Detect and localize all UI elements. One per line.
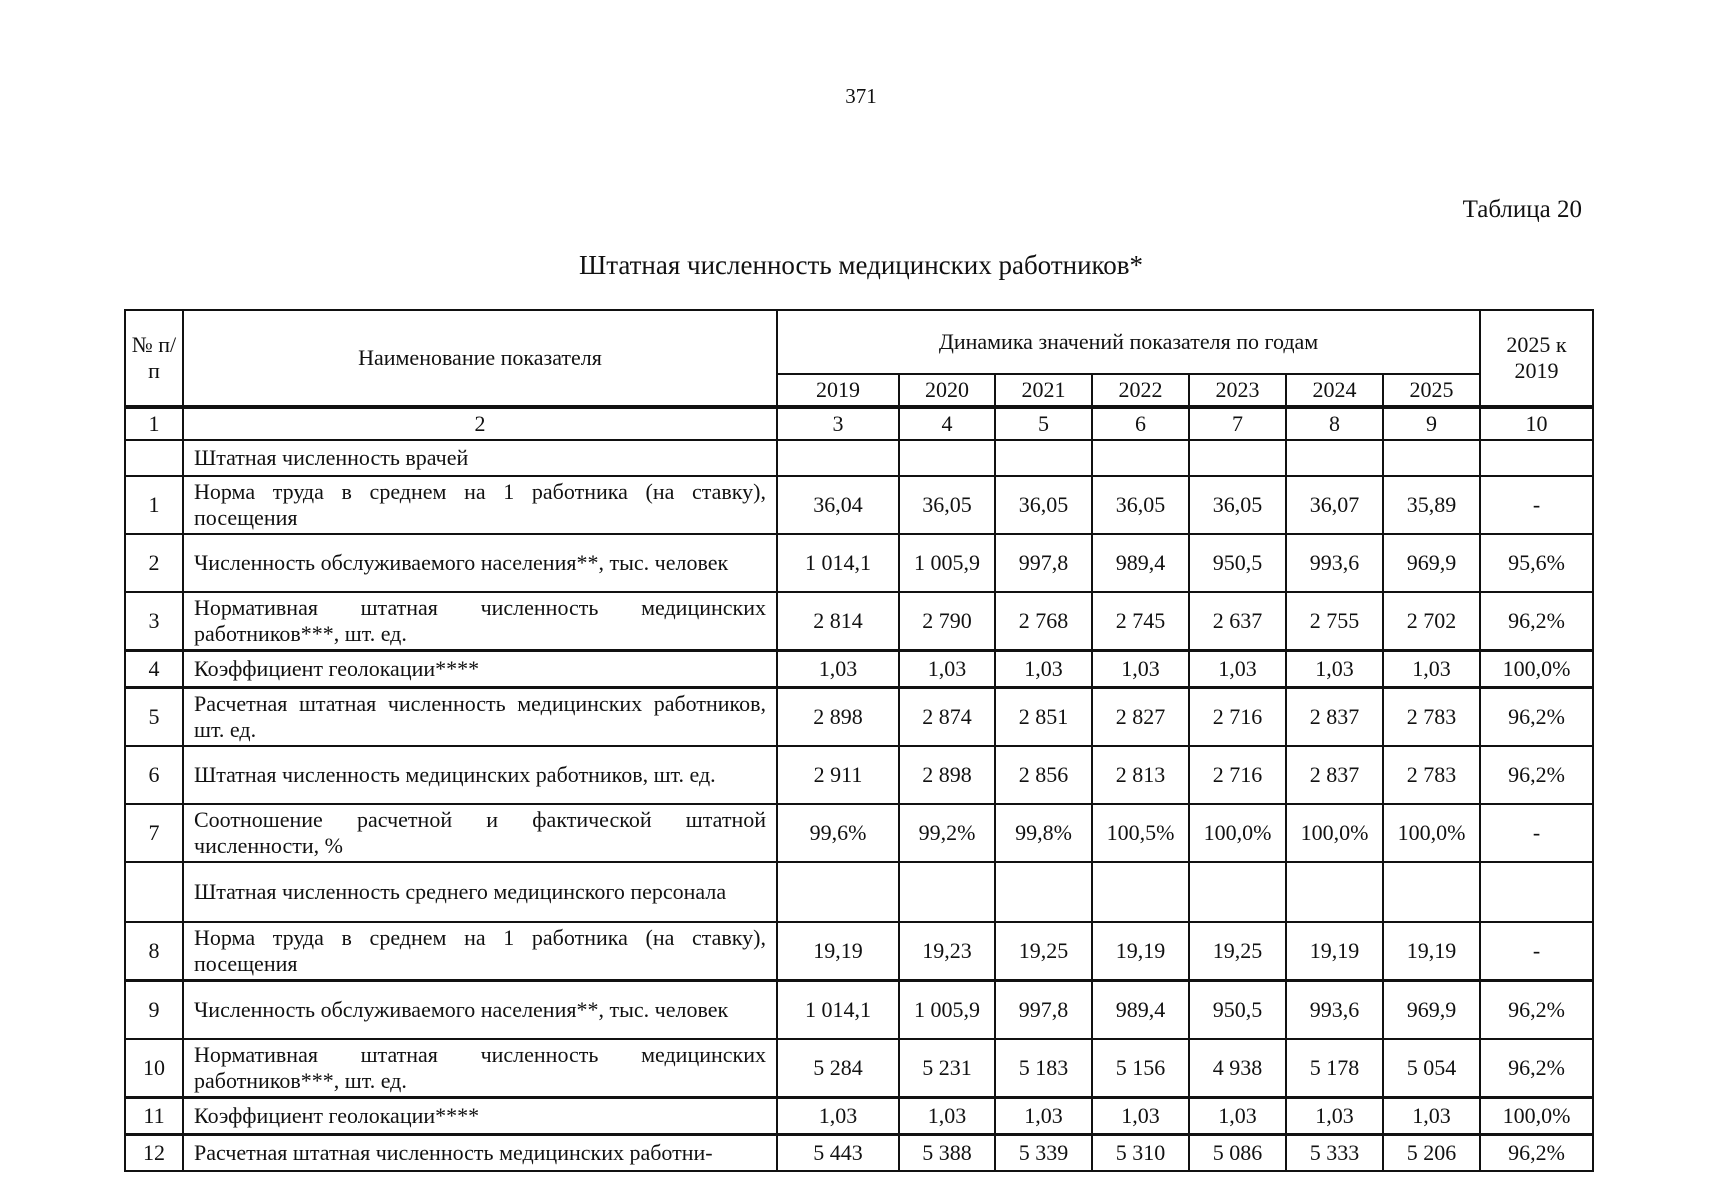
year-value: 2 851 <box>995 688 1092 747</box>
year-value: 36,05 <box>995 476 1092 534</box>
year-value: 5 178 <box>1286 1039 1383 1098</box>
year-value: 993,6 <box>1286 981 1383 1040</box>
table-label: Таблица 20 <box>1462 196 1582 223</box>
year-value: 2 783 <box>1383 688 1480 747</box>
column-number: 6 <box>1092 407 1189 440</box>
ratio-value: - <box>1480 476 1593 534</box>
column-number: 2 <box>183 407 777 440</box>
year-value: 2 637 <box>1189 592 1286 651</box>
row-number <box>125 440 183 476</box>
year-value: 2 837 <box>1286 746 1383 804</box>
header-dynamics: Динамика значений показателя по годам <box>777 310 1480 374</box>
header-year: 2019 <box>777 374 899 407</box>
ratio-value: - <box>1480 804 1593 862</box>
year-value: 2 768 <box>995 592 1092 651</box>
year-value: 1,03 <box>777 1098 899 1135</box>
column-number: 5 <box>995 407 1092 440</box>
header-name: Наименование показателя <box>183 310 777 407</box>
column-number: 1 <box>125 407 183 440</box>
table-row <box>125 1098 1593 1135</box>
ratio-value: 100,0% <box>1480 651 1593 688</box>
year-value: 969,9 <box>1383 981 1480 1040</box>
header-num: № п/п <box>125 310 183 407</box>
row-number: 9 <box>125 981 183 1040</box>
value-cell <box>995 862 1092 922</box>
section-name: Штатная численность среднего медицинского персонала <box>183 862 777 922</box>
year-value: 1,03 <box>1189 651 1286 688</box>
header-year: 2024 <box>1286 374 1383 407</box>
year-value: 5 183 <box>995 1039 1092 1098</box>
year-value: 36,05 <box>1189 476 1286 534</box>
year-value: 5 388 <box>899 1135 995 1172</box>
year-value: 100,0% <box>1286 804 1383 862</box>
column-number: 8 <box>1286 407 1383 440</box>
year-value: 5 333 <box>1286 1135 1383 1172</box>
year-value: 5 284 <box>777 1039 899 1098</box>
year-value: 2 874 <box>899 688 995 747</box>
value-cell <box>995 440 1092 476</box>
year-value: 2 716 <box>1189 688 1286 747</box>
year-value: 19,25 <box>995 922 1092 981</box>
table-row <box>125 1135 1593 1172</box>
section-row <box>125 862 1593 922</box>
year-value: 5 206 <box>1383 1135 1480 1172</box>
year-value: 5 156 <box>1092 1039 1189 1098</box>
year-value: 969,9 <box>1383 534 1480 592</box>
section-name: Штатная численность врачей <box>183 440 777 476</box>
table-row <box>125 592 1593 651</box>
year-value: 5 054 <box>1383 1039 1480 1098</box>
ratio-value: 96,2% <box>1480 1039 1593 1098</box>
header-ratio: 2025 к 2019 <box>1480 310 1593 407</box>
year-value: 2 790 <box>899 592 995 651</box>
document-title: Штатная численность медицинских работников* <box>578 250 1144 280</box>
table-row <box>125 651 1593 688</box>
ratio-value: 96,2% <box>1480 981 1593 1040</box>
year-value: 2 716 <box>1189 746 1286 804</box>
header-year: 2023 <box>1189 374 1286 407</box>
section-row <box>125 440 1593 476</box>
year-value: 2 745 <box>1092 592 1189 651</box>
indicator-name: Коэффициент геолокации**** <box>183 1098 777 1135</box>
header-year: 2025 <box>1383 374 1480 407</box>
year-value: 1,03 <box>1092 1098 1189 1135</box>
row-number: 12 <box>125 1135 183 1172</box>
year-value: 989,4 <box>1092 981 1189 1040</box>
year-value: 2 898 <box>899 746 995 804</box>
header-year: 2021 <box>995 374 1092 407</box>
year-value: 36,05 <box>899 476 995 534</box>
year-value: 2 814 <box>777 592 899 651</box>
year-value: 100,0% <box>1383 804 1480 862</box>
year-value: 100,0% <box>1189 804 1286 862</box>
page-number: 371 <box>845 84 877 108</box>
column-number: 4 <box>899 407 995 440</box>
indicator-name: Расчетная штатная численность медицинских работников, шт. ед. <box>183 688 777 747</box>
year-value: 1,03 <box>1092 651 1189 688</box>
row-number: 8 <box>125 922 183 981</box>
row-number: 11 <box>125 1098 183 1135</box>
value-cell <box>1092 862 1189 922</box>
row-number: 4 <box>125 651 183 688</box>
year-value: 35,89 <box>1383 476 1480 534</box>
year-value: 950,5 <box>1189 981 1286 1040</box>
value-cell <box>1383 862 1480 922</box>
indicator-name: Норма труда в среднем на 1 работника (на ставку), посещения <box>183 476 777 534</box>
value-cell <box>1383 440 1480 476</box>
table-row <box>125 688 1593 747</box>
year-value: 5 443 <box>777 1135 899 1172</box>
table-body <box>125 407 1593 1171</box>
indicator-name: Численность обслуживаемого населения**, тыс. человек <box>183 534 777 592</box>
table-row <box>125 476 1593 534</box>
row-number: 5 <box>125 688 183 747</box>
year-value: 993,6 <box>1286 534 1383 592</box>
year-value: 19,19 <box>1092 922 1189 981</box>
year-value: 100,5% <box>1092 804 1189 862</box>
year-value: 5 231 <box>899 1039 995 1098</box>
row-number: 7 <box>125 804 183 862</box>
year-value: 2 755 <box>1286 592 1383 651</box>
ratio-value: - <box>1480 922 1593 981</box>
value-cell <box>899 862 995 922</box>
year-value: 989,4 <box>1092 534 1189 592</box>
year-value: 19,19 <box>1383 922 1480 981</box>
ratio-value: 96,2% <box>1480 1135 1593 1172</box>
year-value: 2 898 <box>777 688 899 747</box>
table-row <box>125 1039 1593 1098</box>
year-value: 1,03 <box>995 1098 1092 1135</box>
column-number: 10 <box>1480 407 1593 440</box>
indicator-name: Нормативная штатная численность медицинских работников***, шт. ед. <box>183 1039 777 1098</box>
year-value: 1 014,1 <box>777 534 899 592</box>
column-number: 7 <box>1189 407 1286 440</box>
year-value: 99,2% <box>899 804 995 862</box>
year-value: 36,04 <box>777 476 899 534</box>
value-cell <box>1092 440 1189 476</box>
year-value: 1,03 <box>1286 651 1383 688</box>
ratio-value: 95,6% <box>1480 534 1593 592</box>
year-value: 950,5 <box>1189 534 1286 592</box>
year-value: 2 837 <box>1286 688 1383 747</box>
value-cell <box>777 440 899 476</box>
value-cell <box>1480 440 1593 476</box>
year-value: 997,8 <box>995 981 1092 1040</box>
value-cell <box>1189 862 1286 922</box>
header-year: 2022 <box>1092 374 1189 407</box>
indicator-name: Численность обслуживаемого населения**, тыс. человек <box>183 981 777 1040</box>
column-number: 9 <box>1383 407 1480 440</box>
year-value: 2 783 <box>1383 746 1480 804</box>
year-value: 36,05 <box>1092 476 1189 534</box>
year-value: 5 086 <box>1189 1135 1286 1172</box>
indicator-name: Коэффициент геолокации**** <box>183 651 777 688</box>
column-number: 3 <box>777 407 899 440</box>
year-value: 1 014,1 <box>777 981 899 1040</box>
header-year: 2020 <box>899 374 995 407</box>
year-value: 1,03 <box>777 651 899 688</box>
year-value: 19,19 <box>777 922 899 981</box>
year-value: 1,03 <box>899 651 995 688</box>
year-value: 1 005,9 <box>899 534 995 592</box>
year-value: 99,8% <box>995 804 1092 862</box>
year-value: 19,25 <box>1189 922 1286 981</box>
value-cell <box>1189 440 1286 476</box>
year-value: 1,03 <box>899 1098 995 1135</box>
year-value: 99,6% <box>777 804 899 862</box>
indicator-name: Норма труда в среднем на 1 работника (на ставку), посещения <box>183 922 777 981</box>
value-cell <box>1480 862 1593 922</box>
row-number: 10 <box>125 1039 183 1098</box>
year-value: 4 938 <box>1189 1039 1286 1098</box>
year-value: 2 827 <box>1092 688 1189 747</box>
year-value: 5 339 <box>995 1135 1092 1172</box>
column-number-row <box>125 407 1593 440</box>
indicator-name: Штатная численность медицинских работников, шт. ед. <box>183 746 777 804</box>
year-value: 2 911 <box>777 746 899 804</box>
value-cell <box>899 440 995 476</box>
ratio-value: 96,2% <box>1480 746 1593 804</box>
value-cell <box>1286 862 1383 922</box>
year-value: 2 813 <box>1092 746 1189 804</box>
row-number: 6 <box>125 746 183 804</box>
year-value: 1,03 <box>1383 1098 1480 1135</box>
table-row <box>125 922 1593 981</box>
year-value: 36,07 <box>1286 476 1383 534</box>
table-row <box>125 534 1593 592</box>
year-value: 1,03 <box>1383 651 1480 688</box>
indicator-name: Расчетная штатная численность медицинских работни- <box>183 1135 777 1172</box>
indicator-name: Нормативная штатная численность медицинских работников***, шт. ед. <box>183 592 777 651</box>
year-value: 2 702 <box>1383 592 1480 651</box>
row-number <box>125 862 183 922</box>
indicator-name: Соотношение расчетной и фактической штатной численности, % <box>183 804 777 862</box>
ratio-value: 100,0% <box>1480 1098 1593 1135</box>
year-value: 19,23 <box>899 922 995 981</box>
year-value: 2 856 <box>995 746 1092 804</box>
value-cell <box>777 862 899 922</box>
year-value: 1,03 <box>1189 1098 1286 1135</box>
table-row <box>125 746 1593 804</box>
ratio-value: 96,2% <box>1480 592 1593 651</box>
row-number: 1 <box>125 476 183 534</box>
table-row <box>125 804 1593 862</box>
year-value: 19,19 <box>1286 922 1383 981</box>
row-number: 3 <box>125 592 183 651</box>
year-value: 5 310 <box>1092 1135 1189 1172</box>
ratio-value: 96,2% <box>1480 688 1593 747</box>
year-value: 1,03 <box>995 651 1092 688</box>
table-row <box>125 981 1593 1040</box>
year-value: 997,8 <box>995 534 1092 592</box>
row-number: 2 <box>125 534 183 592</box>
year-value: 1 005,9 <box>899 981 995 1040</box>
staffing-table <box>124 309 1594 1172</box>
value-cell <box>1286 440 1383 476</box>
year-value: 1,03 <box>1286 1098 1383 1135</box>
